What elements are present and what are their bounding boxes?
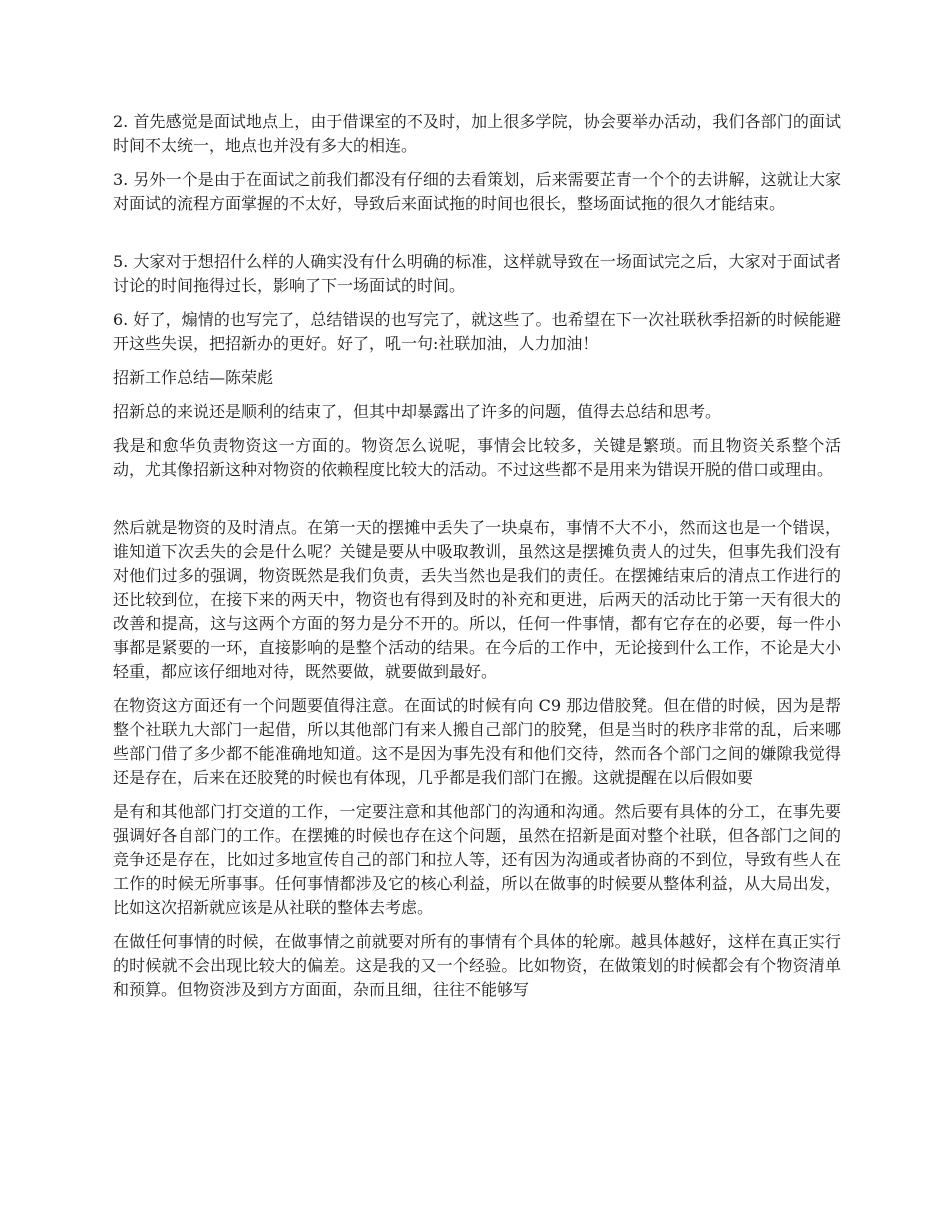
- paragraph-intro: 招新总的来说还是顺利的结束了，但其中却暴露出了许多的问题，值得去总结和思考。: [113, 402, 722, 421]
- paragraph-planning: 在做任何事情的时候，在做事情之前就要对所有的事情有个具体的轮廓。越具体越好，这样在真正实行的时候就不会出现比较大的偏差。这是我的又一个经验。比如物资，在做策划的时候都会有个物资清单和预算。但物资涉及到方方面面，杂而且细，往往不能够写: [113, 932, 841, 999]
- paragraph-inventory: 然后就是物资的及时清点。在第一天的摆摊中丢失了一块桌布，事情不大不小，然而这也是一个错误，谁知道下次丢失的会是什么呢？关键是要从中吸取教训，虽然这是摆摊负责人的过失，但事先我们没有对他们过多的强调，物资既然是我们负责，丢失当然也是我们的责任。在摆摊结束后的清点工作进行的还比较到位，在接下来的两天中，物资也有得到及时的补充和更进，后两天的活动比于第一天有很大的改善和提高，这与这两个方面的努力是分不开的。所以，任何一件事情，都有它存在的必要，每一件小事都是紧要的一环，直接影响的是整个活动的结果。在今后的工作中，无论接到什么工作，不论是大小轻重，都应该仔细地对待，既然要做，就要做到最好。: [113, 518, 841, 681]
- paragraph-cooperation: 是有和其他部门打交道的工作，一定要注意和其他部门的沟通和沟通。然后要有具体的分工，在事先要强调好各自部门的工作。在摆摊的时候也存在这个问题，虽然在招新是面对整个社联，但各部门之间的竞争还是存在，比如过多地宣传自己的部门和拉人等，还有因为沟通或者协商的不到位，导致有些人在工作的时候无所事事。任何事情都涉及它的核心利益，所以在做事的时候要从整体利益，从大局出发，比如这次招新就应该是从社联的整体去考虑。: [113, 802, 841, 917]
- paragraph-3: 3. 另外一个是由于在面试之前我们都没有仔细的去看策划，后来需要芷青一个个的去讲解，这就让大家对面试的流程方面掌握的不太好，导致后来面试拖的时间也很长，整场面试拖的很久才能结束。: [113, 170, 841, 213]
- paragraph-materials: 我是和愈华负责物资这一方面的。物资怎么说呢，事情会比较多，关键是繁琐。而且物资关系整个活动，尤其像招新这种对物资的依赖程度比较大的活动。不过这些都不是用来为错误开脱的借口或理由。: [113, 436, 841, 479]
- document-page: [113, 110, 841, 1002]
- paragraph-5: 5. 大家对于想招什么样的人确实没有什么明确的标准，这样就导致在一场面试完之后，大家对于面试者讨论的时间拖得过长，影响了下一场面试的时间。: [113, 252, 841, 295]
- section-heading: 招新工作总结—陈荣彪: [113, 368, 274, 387]
- paragraph-6: 6. 好了，煽情的也写完了，总结错误的也写完了，就这些了。也希望在下一次社联秋季招新的时候能避开这些失误，把招新办的更好。好了，吼一句:社联加油，人力加油！: [113, 310, 841, 353]
- paragraph-stools: 在物资这方面还有一个问题要值得注意。在面试的时候有向 C9 那边借胶凳。但在借的时候，因为是帮整个社联九大部门一起借，所以其他部门有来人搬自己部门的胶凳，但是当时的秩序非常的乱，后来哪些部门借了多少都不能准确地知道。这不是因为事先没有和他们交待，然而各个部门之间的嫌隙我觉得还是存在，后来在还胶凳的时候也有体现，几乎都是我们部门在搬。这就提醒在以后假如要: [113, 696, 841, 787]
- paragraph-2: 2. 首先感觉是面试地点上，由于借课室的不及时，加上很多学院，协会要举办活动，我们各部门的面试时间不太统一，地点也并没有多大的相连。: [113, 112, 841, 155]
